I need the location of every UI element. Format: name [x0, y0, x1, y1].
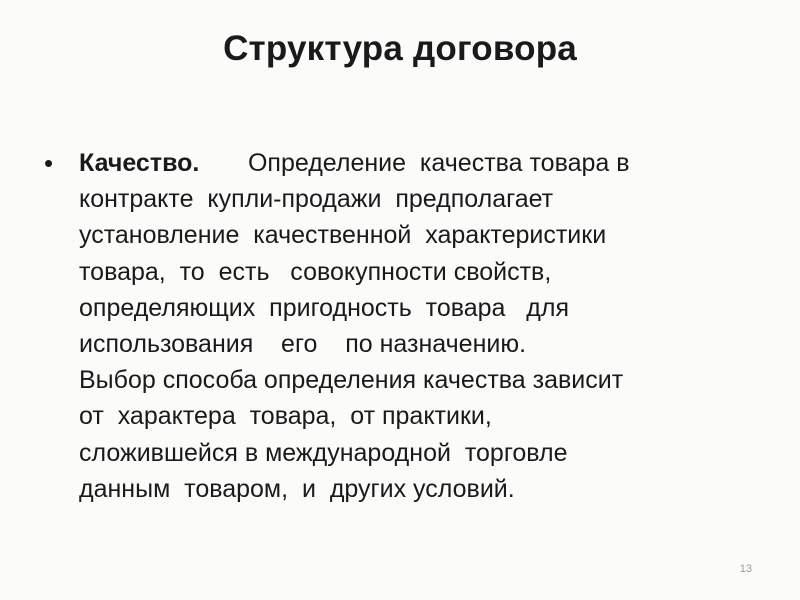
paragraph-line-2: контракте купли-продажи предполагает [79, 185, 554, 214]
slide-number: 13 [739, 563, 752, 575]
paragraph-line-8: от характера товара, от практики, [79, 402, 492, 431]
paragraph-line-9: сложившейся в международной торговле [79, 438, 568, 467]
paragraph-line-10: данным товаром, и других условий. [79, 474, 515, 503]
slide-title: Структура договора [223, 29, 577, 68]
paragraph-line-5: определяющих пригодность товара для [79, 293, 569, 322]
bullet-icon: • [44, 148, 54, 178]
paragraph-line-3: установление качественной характеристики [79, 221, 607, 250]
slide-content [44, 145, 764, 507]
paragraph-line-1 [79, 145, 764, 181]
paragraph-line-6: использования его по назначению. [79, 330, 527, 359]
paragraph-line-7: Выбор способа определения качества зависит [79, 366, 624, 395]
bullet-item [44, 145, 764, 507]
bullet-term: Качество. [79, 149, 200, 177]
paragraph-line-1-text: Определение качества товара в [199, 149, 630, 177]
bullet-text [79, 145, 764, 507]
paragraph-line-4: товара, то есть совокупности свойств, [79, 257, 552, 286]
